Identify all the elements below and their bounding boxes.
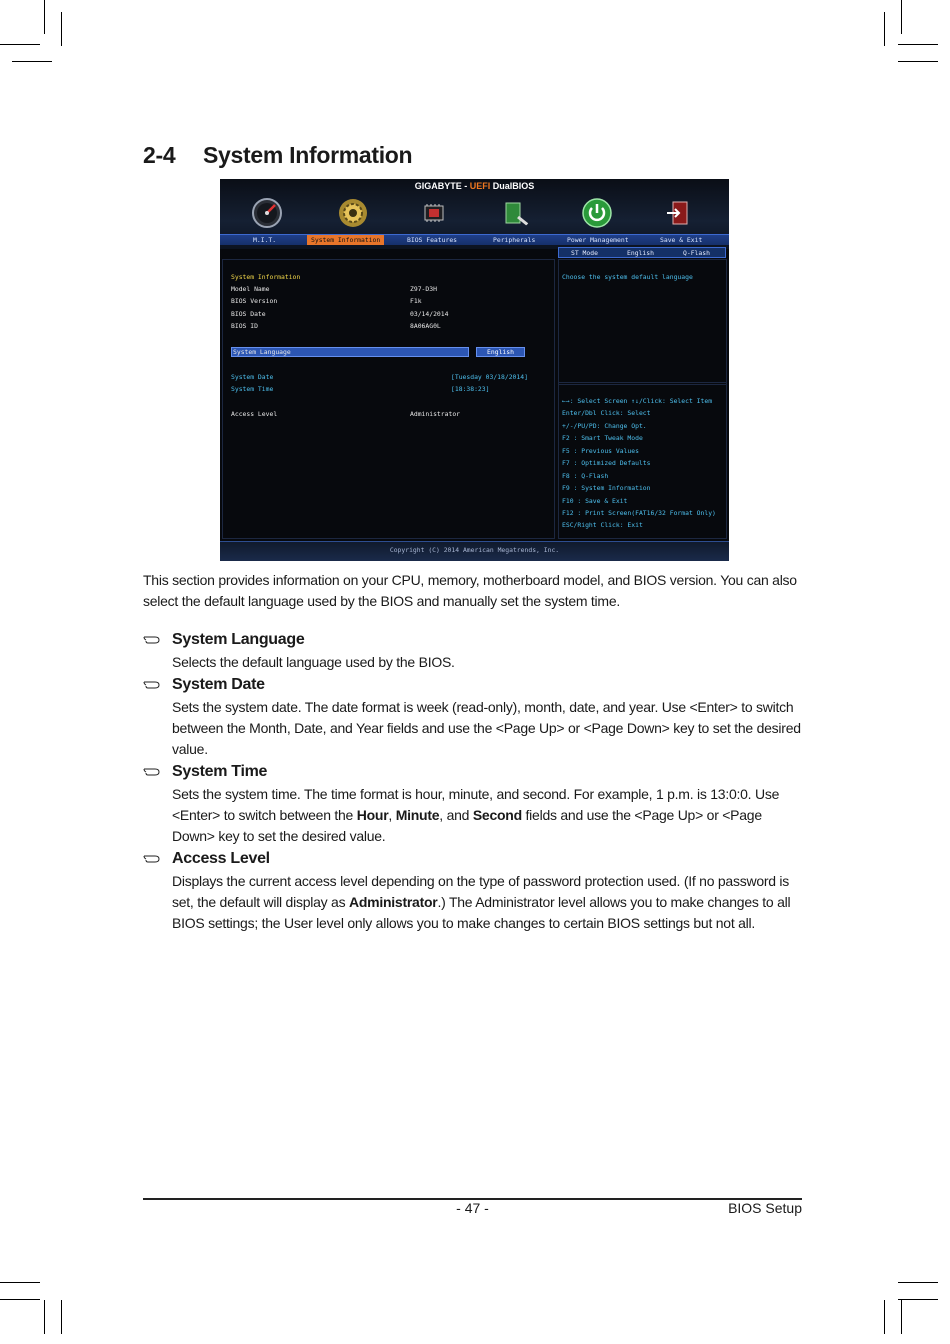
menu-tab-power-management[interactable]: Power Management <box>567 236 629 244</box>
crop-mark <box>884 12 885 46</box>
help-divider <box>559 382 726 385</box>
pointing-hand-icon <box>143 633 161 645</box>
item-description: Selects the default language used by the BIOS. <box>172 654 455 670</box>
item-description <box>172 871 803 934</box>
crop-mark <box>61 1300 62 1334</box>
crop-mark <box>12 61 52 62</box>
crop-mark <box>0 1282 40 1283</box>
system-time-label[interactable]: System Time <box>231 385 274 393</box>
access-level-label: Access Level <box>231 410 278 418</box>
item-title: Access Level <box>172 850 270 867</box>
bios-version-label: BIOS Version <box>231 297 278 305</box>
crop-mark <box>44 0 45 34</box>
exit-door-icon[interactable] <box>663 197 695 229</box>
speedometer-icon[interactable] <box>251 197 283 229</box>
system-date-label[interactable]: System Date <box>231 373 274 381</box>
model-name-value: Z97-D3H <box>410 285 437 293</box>
submenu-q-flash[interactable]: Q-Flash <box>683 249 710 257</box>
menu-tab-system-information[interactable]: System Information <box>307 235 384 245</box>
model-name-label: Model Name <box>231 285 270 293</box>
crop-mark <box>61 12 62 46</box>
crop-mark <box>901 1300 902 1334</box>
bold-minute: Minute <box>395 807 440 823</box>
section-heading <box>143 142 412 169</box>
key-hint: F7 : Optimized Defaults <box>562 459 651 467</box>
submenu-english[interactable]: English <box>627 249 654 257</box>
crop-mark <box>0 44 40 45</box>
menu-tab-mit[interactable]: M.I.T. <box>253 236 277 244</box>
desc-text: fields and use the <Page Up> or <Page Down> key to set the desired value. <box>172 807 762 844</box>
key-hint: Enter/Dbl Click: Select <box>562 409 651 417</box>
bold-hour: Hour <box>356 807 389 823</box>
bios-icon-row <box>220 197 729 231</box>
section-title: System Information <box>203 142 413 168</box>
brand-suffix: DualBIOS <box>490 181 535 191</box>
bios-brand <box>220 181 729 191</box>
section-number: 2-4 <box>143 142 176 168</box>
crop-mark <box>884 1300 885 1334</box>
desc-text: Displays the current access level depending on the type of password protection used. (If no password is set, the default will display as <box>172 873 790 910</box>
item-title: System Time <box>172 763 268 780</box>
crop-mark <box>898 1282 938 1283</box>
desc-text: .) The Administrator level allows you to make changes to all BIOS settings; the User level only allows you to make changes to certain BIOS settings but not all. <box>172 894 791 931</box>
brand-prefix: GIGABYTE - <box>414 181 470 191</box>
pointing-hand-icon <box>143 765 161 777</box>
item-description <box>172 784 803 847</box>
crop-mark <box>898 1299 938 1300</box>
bios-menu-bar <box>220 234 729 245</box>
key-hint: F2 : Smart Tweak Mode <box>562 434 643 442</box>
system-language-row[interactable] <box>231 347 469 357</box>
submenu-st-mode[interactable]: ST Mode <box>571 249 598 257</box>
key-hint: F12 : Print Screen(FAT16/32 Format Only) <box>562 509 716 517</box>
gear-icon[interactable] <box>337 197 369 229</box>
chip-icon[interactable] <box>418 197 450 229</box>
menu-tab-peripherals[interactable]: Peripherals <box>493 236 536 244</box>
bios-submenu-bar <box>558 247 726 258</box>
menu-tab-save-exit[interactable]: Save & Exit <box>660 236 703 244</box>
bios-date-value: 03/14/2014 <box>410 310 449 318</box>
system-date-value[interactable]: [Tuesday 03/18/2014] <box>451 373 528 381</box>
system-language-select[interactable]: English <box>476 347 525 357</box>
key-hint: +/-/PU/PD: Change Opt. <box>562 422 647 430</box>
intro-paragraph: This section provides information on your CPU, memory, motherboard model, and BIOS version. You can also select the default language used by the BIOS and manually set the system time. <box>143 572 797 609</box>
desc-text: , <box>388 807 396 823</box>
desc-text: Sets the system time. The time format is hour, minute, and second. For example, 1 p.m. is 13:0:0. Use <Enter> to switch between the <box>172 786 780 823</box>
item-description: Sets the system date. The date format is week (read-only), month, date, and year. Use <Enter> to switch between the Month, Date, and Year fields and use the <Page Up> or <Page Down> key to set the desired value. <box>172 699 801 757</box>
key-hint: F5 : Previous Values <box>562 447 639 455</box>
crop-mark <box>44 1300 45 1334</box>
key-hint: ←→: Select Screen ↑↓/Click: Select Item <box>562 397 713 405</box>
bios-date-label: BIOS Date <box>231 310 266 318</box>
desc-text: , and <box>439 807 473 823</box>
brand-uefi: UEFI <box>469 181 491 191</box>
crop-mark <box>898 44 938 45</box>
bold-administrator: Administrator <box>348 894 438 910</box>
bios-version-value: F1k <box>410 297 422 305</box>
key-hint: F8 : Q-Flash <box>562 472 609 480</box>
bios-footer <box>220 541 729 561</box>
crop-mark <box>898 61 938 62</box>
bold-second: Second <box>472 807 522 823</box>
bios-section-heading: System Information <box>231 273 301 281</box>
item-title: System Date <box>172 676 265 693</box>
key-hint: F10 : Save & Exit <box>562 497 628 505</box>
pointing-hand-icon <box>143 852 161 864</box>
bios-main-panel <box>222 259 555 539</box>
crop-mark <box>901 0 902 34</box>
bios-header <box>220 179 729 249</box>
menu-tab-bios-features[interactable]: BIOS Features <box>407 236 458 244</box>
pointing-hand-icon <box>143 678 161 690</box>
key-hint: F9 : System Information <box>562 484 651 492</box>
access-level-value: Administrator <box>410 410 461 418</box>
footer-section-name: BIOS Setup <box>728 1200 802 1216</box>
bios-id-value: 8A06AG0L <box>410 322 441 330</box>
bios-id-label: BIOS ID <box>231 322 258 330</box>
system-language-label: System Language <box>233 348 291 356</box>
power-icon[interactable] <box>581 197 613 229</box>
page-number: - 47 - <box>456 1200 489 1216</box>
item-title: System Language <box>172 631 305 648</box>
crop-mark <box>0 1299 40 1300</box>
bios-help-panel <box>558 259 727 539</box>
peripherals-icon[interactable] <box>500 197 532 229</box>
bios-copyright: Copyright (C) 2014 American Megatrends, Inc. <box>389 546 560 554</box>
system-time-value[interactable]: [18:38:23] <box>451 385 490 393</box>
help-text: Choose the system default language <box>562 273 693 281</box>
bios-screenshot <box>220 179 729 561</box>
key-hint: ESC/Right Click: Exit <box>562 521 643 529</box>
